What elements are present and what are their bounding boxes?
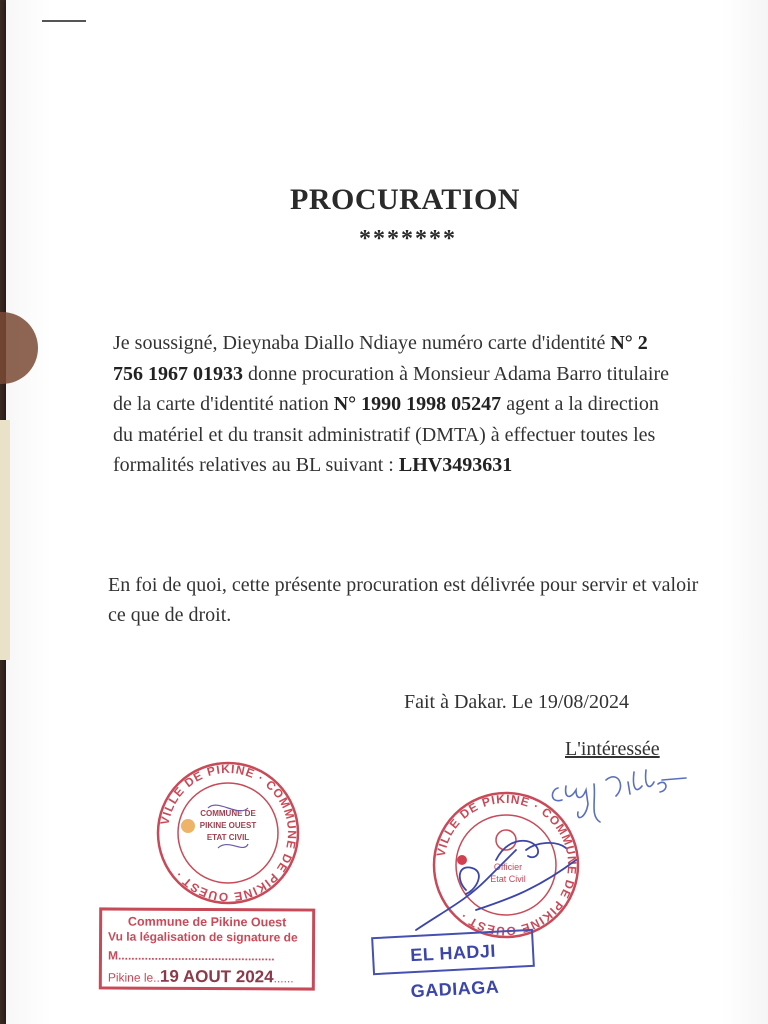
body-part-1: Je soussigné, Dieynaba Diallo Ndiaye numéro carte d'identité — [113, 332, 611, 354]
svg-text:Officier: Officier — [493, 862, 523, 872]
legalisation-date-suffix: ...... — [273, 971, 294, 986]
legalisation-date-line — [108, 968, 306, 986]
body-part-3: agent a la direction du matériel et du transit administratif (DMTA) à effectuer toutes les formalités relatives au BL suivant : — [113, 393, 659, 476]
svg-text:Etat Civil: Etat Civil — [490, 874, 526, 884]
svg-text:PIKINE OUEST: PIKINE OUEST — [199, 821, 257, 830]
underlying-document-edge — [0, 420, 10, 660]
svg-text:COMMUNE DE: COMMUNE DE — [200, 809, 256, 818]
document-title: PROCURATION — [290, 183, 520, 216]
title-separator: ******* — [359, 226, 457, 252]
svg-text:ETAT CIVIL: ETAT CIVIL — [206, 833, 250, 842]
legalisation-name-line: M............................................... — [107, 948, 275, 964]
officer-name-stamp: EL HADJI GADIAGA — [371, 929, 535, 975]
procuration-body — [113, 328, 673, 481]
officer-signature — [406, 820, 586, 940]
place-date: Fait à Dakar. Le 19/08/2024 — [404, 691, 629, 713]
signatory-label: L'intéressée — [565, 738, 660, 760]
legalisation-stamp — [99, 907, 315, 990]
body-part-2: donne procuration à Monsieur Adama Barro titulaire de la carte d'identité nation — [113, 362, 669, 415]
round-stamp-left — [148, 758, 308, 908]
legalisation-commune: Commune de Pikine Ouest — [127, 914, 287, 930]
document-page — [6, 0, 768, 1024]
legalisation-text: Vu la légalisation de signature de — [108, 929, 298, 945]
svg-text:VILLE DE PIKINE · COMMUNE DE P: VILLE DE PIKINE · COMMUNE DE PIKINE OUEST · — [433, 791, 580, 939]
legalisation-date: 19 AOUT 2024 — [159, 966, 274, 987]
bl-number: LHV3493631 — [398, 454, 513, 476]
legalisation-date-prefix: Pikine le.. — [107, 970, 160, 985]
closing-statement: En foi de quoi, cette présente procuration est délivrée pour servir et valoir ce que de droit. — [108, 574, 699, 626]
id-number-1: N° 2 756 1967 01933 — [113, 332, 648, 385]
pen-mark — [42, 20, 86, 22]
svg-text:VILLE DE PIKINE · COMMUNE DE P: VILLE DE PIKINE · COMMUNE DE PIKINE OUEST · — [157, 761, 300, 905]
id-number-2: N° 1990 1998 05247 — [333, 393, 502, 415]
